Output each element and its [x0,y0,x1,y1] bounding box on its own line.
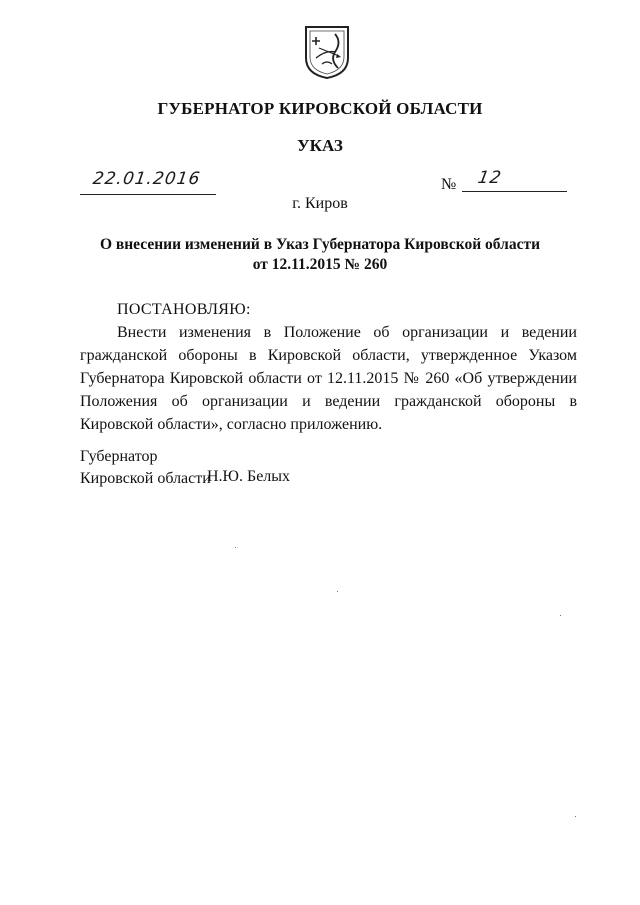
decree-word: ПОСТАНОВЛЯЮ: [117,301,251,318]
handwritten-date: 22.01.2016 [91,169,202,189]
scan-speck [235,547,236,548]
document-type-title: УКАЗ [297,136,343,155]
handwritten-number: 12 [476,168,504,188]
subject-line-2: от 12.11.2015 № 260 [252,256,388,273]
signer-position [80,446,211,490]
decree-subject [0,235,640,275]
signer-position-line-1: Губернатор [80,448,158,465]
city-of-issue: г. Киров [292,195,348,212]
issuing-authority-title: ГУБЕРНАТОР КИРОВСКОЙ ОБЛАСТИ [157,99,483,118]
decree-body-paragraph: Внести изменения в Положение об организации и ведении гражданской обороны в Кировской области, утвержденное Указом Губернатора Кировской области от 12.11.2015 № 260 «Об утверждении Положения об организации и ведении гражданской обороны в Кировской области», согласно приложению. [80,324,577,433]
scan-speck [560,615,561,616]
signer-position-line-2: Кировской области [80,470,211,487]
scan-speck [337,591,338,592]
signer-name: Н.Ю. Белых [207,468,291,485]
coat-of-arms-emblem [302,24,352,80]
subject-line-1: О внесении изменений в Указ Губернатора Кировской области [99,236,541,253]
scan-speck [575,816,576,817]
number-sign: № [441,176,457,193]
